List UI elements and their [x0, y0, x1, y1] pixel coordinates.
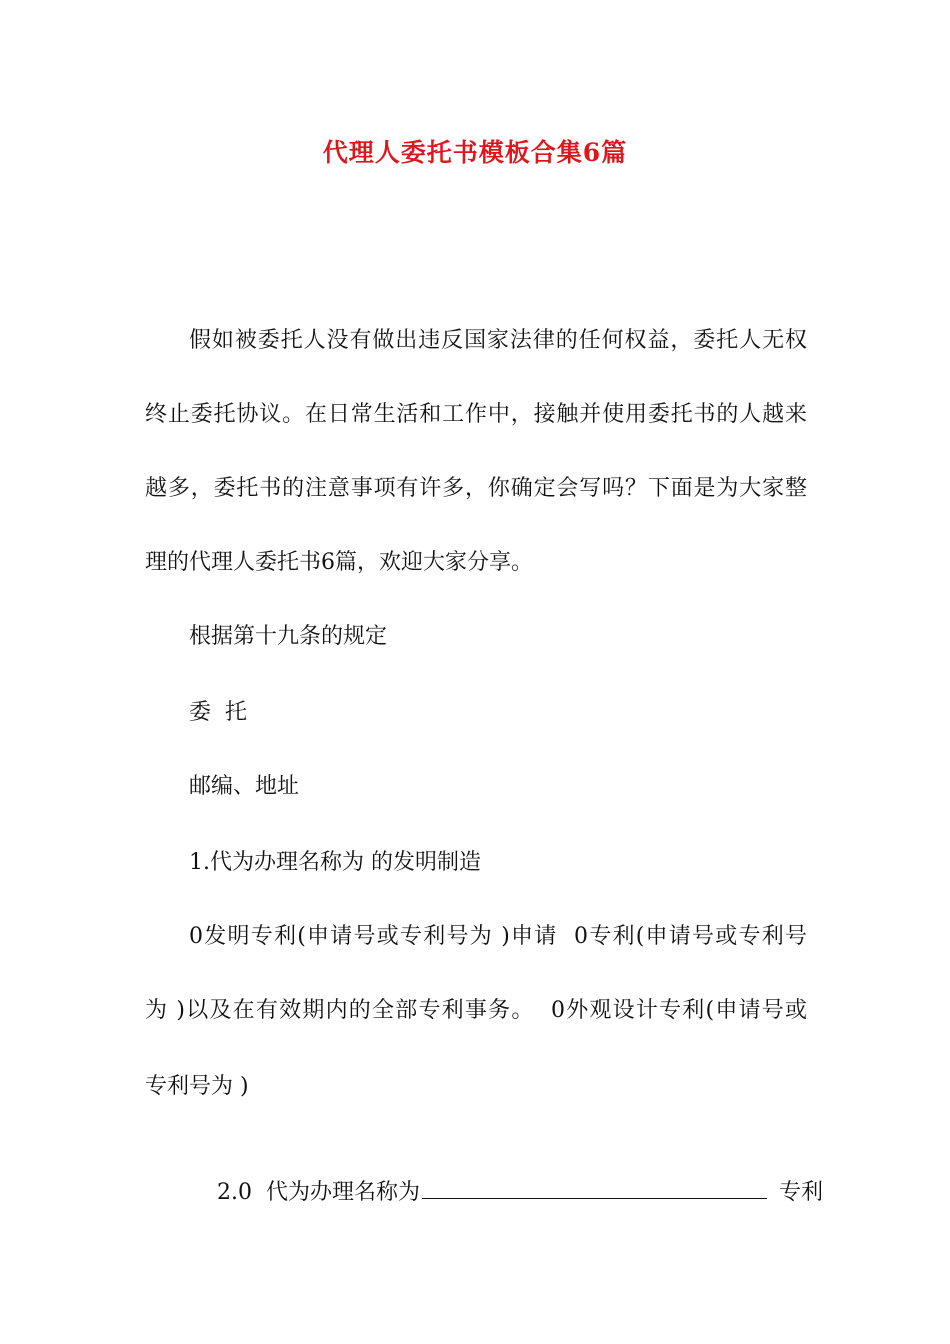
- line-suffix: 专利: [778, 1180, 823, 1205]
- paragraph-line: 根据第十九条的规定: [189, 624, 388, 649]
- paragraph-line-with-blank: [189, 1146, 823, 1238]
- paragraph-line: 委 托: [189, 700, 247, 725]
- paragraph-line: 1.代为办理名称为 的发明制造: [189, 850, 481, 875]
- paragraph-line: 理的代理人委托书6篇，欢迎大家分享。: [145, 550, 533, 575]
- paragraph-line: 邮编、地址: [189, 774, 300, 799]
- line-prefix: 2.0 代为办理名称为: [216, 1180, 420, 1205]
- paragraph-line: 越多，委托书的注意事项有许多，你确定会写吗？下面是为大家整: [145, 476, 807, 501]
- fill-in-blank: [422, 1176, 767, 1199]
- paragraph-line: 0发明专利(申请号或专利号为 )申请 0专利(申请号或专利号: [189, 924, 807, 949]
- paragraph-line: 为 )以及在有效期内的全部专利事务。 0外观设计专利(申请号或: [145, 998, 807, 1023]
- paragraph-line: 专利号为 ): [145, 1074, 249, 1099]
- document-title: 代理人委托书模板合集6篇: [322, 138, 628, 167]
- paragraph-line: 终止委托协议。在日常生活和工作中，接触并使用委托书的人越来: [145, 402, 807, 427]
- paragraph-line: 假如被委托人没有做出违反国家法律的任何权益，委托人无权: [189, 328, 807, 353]
